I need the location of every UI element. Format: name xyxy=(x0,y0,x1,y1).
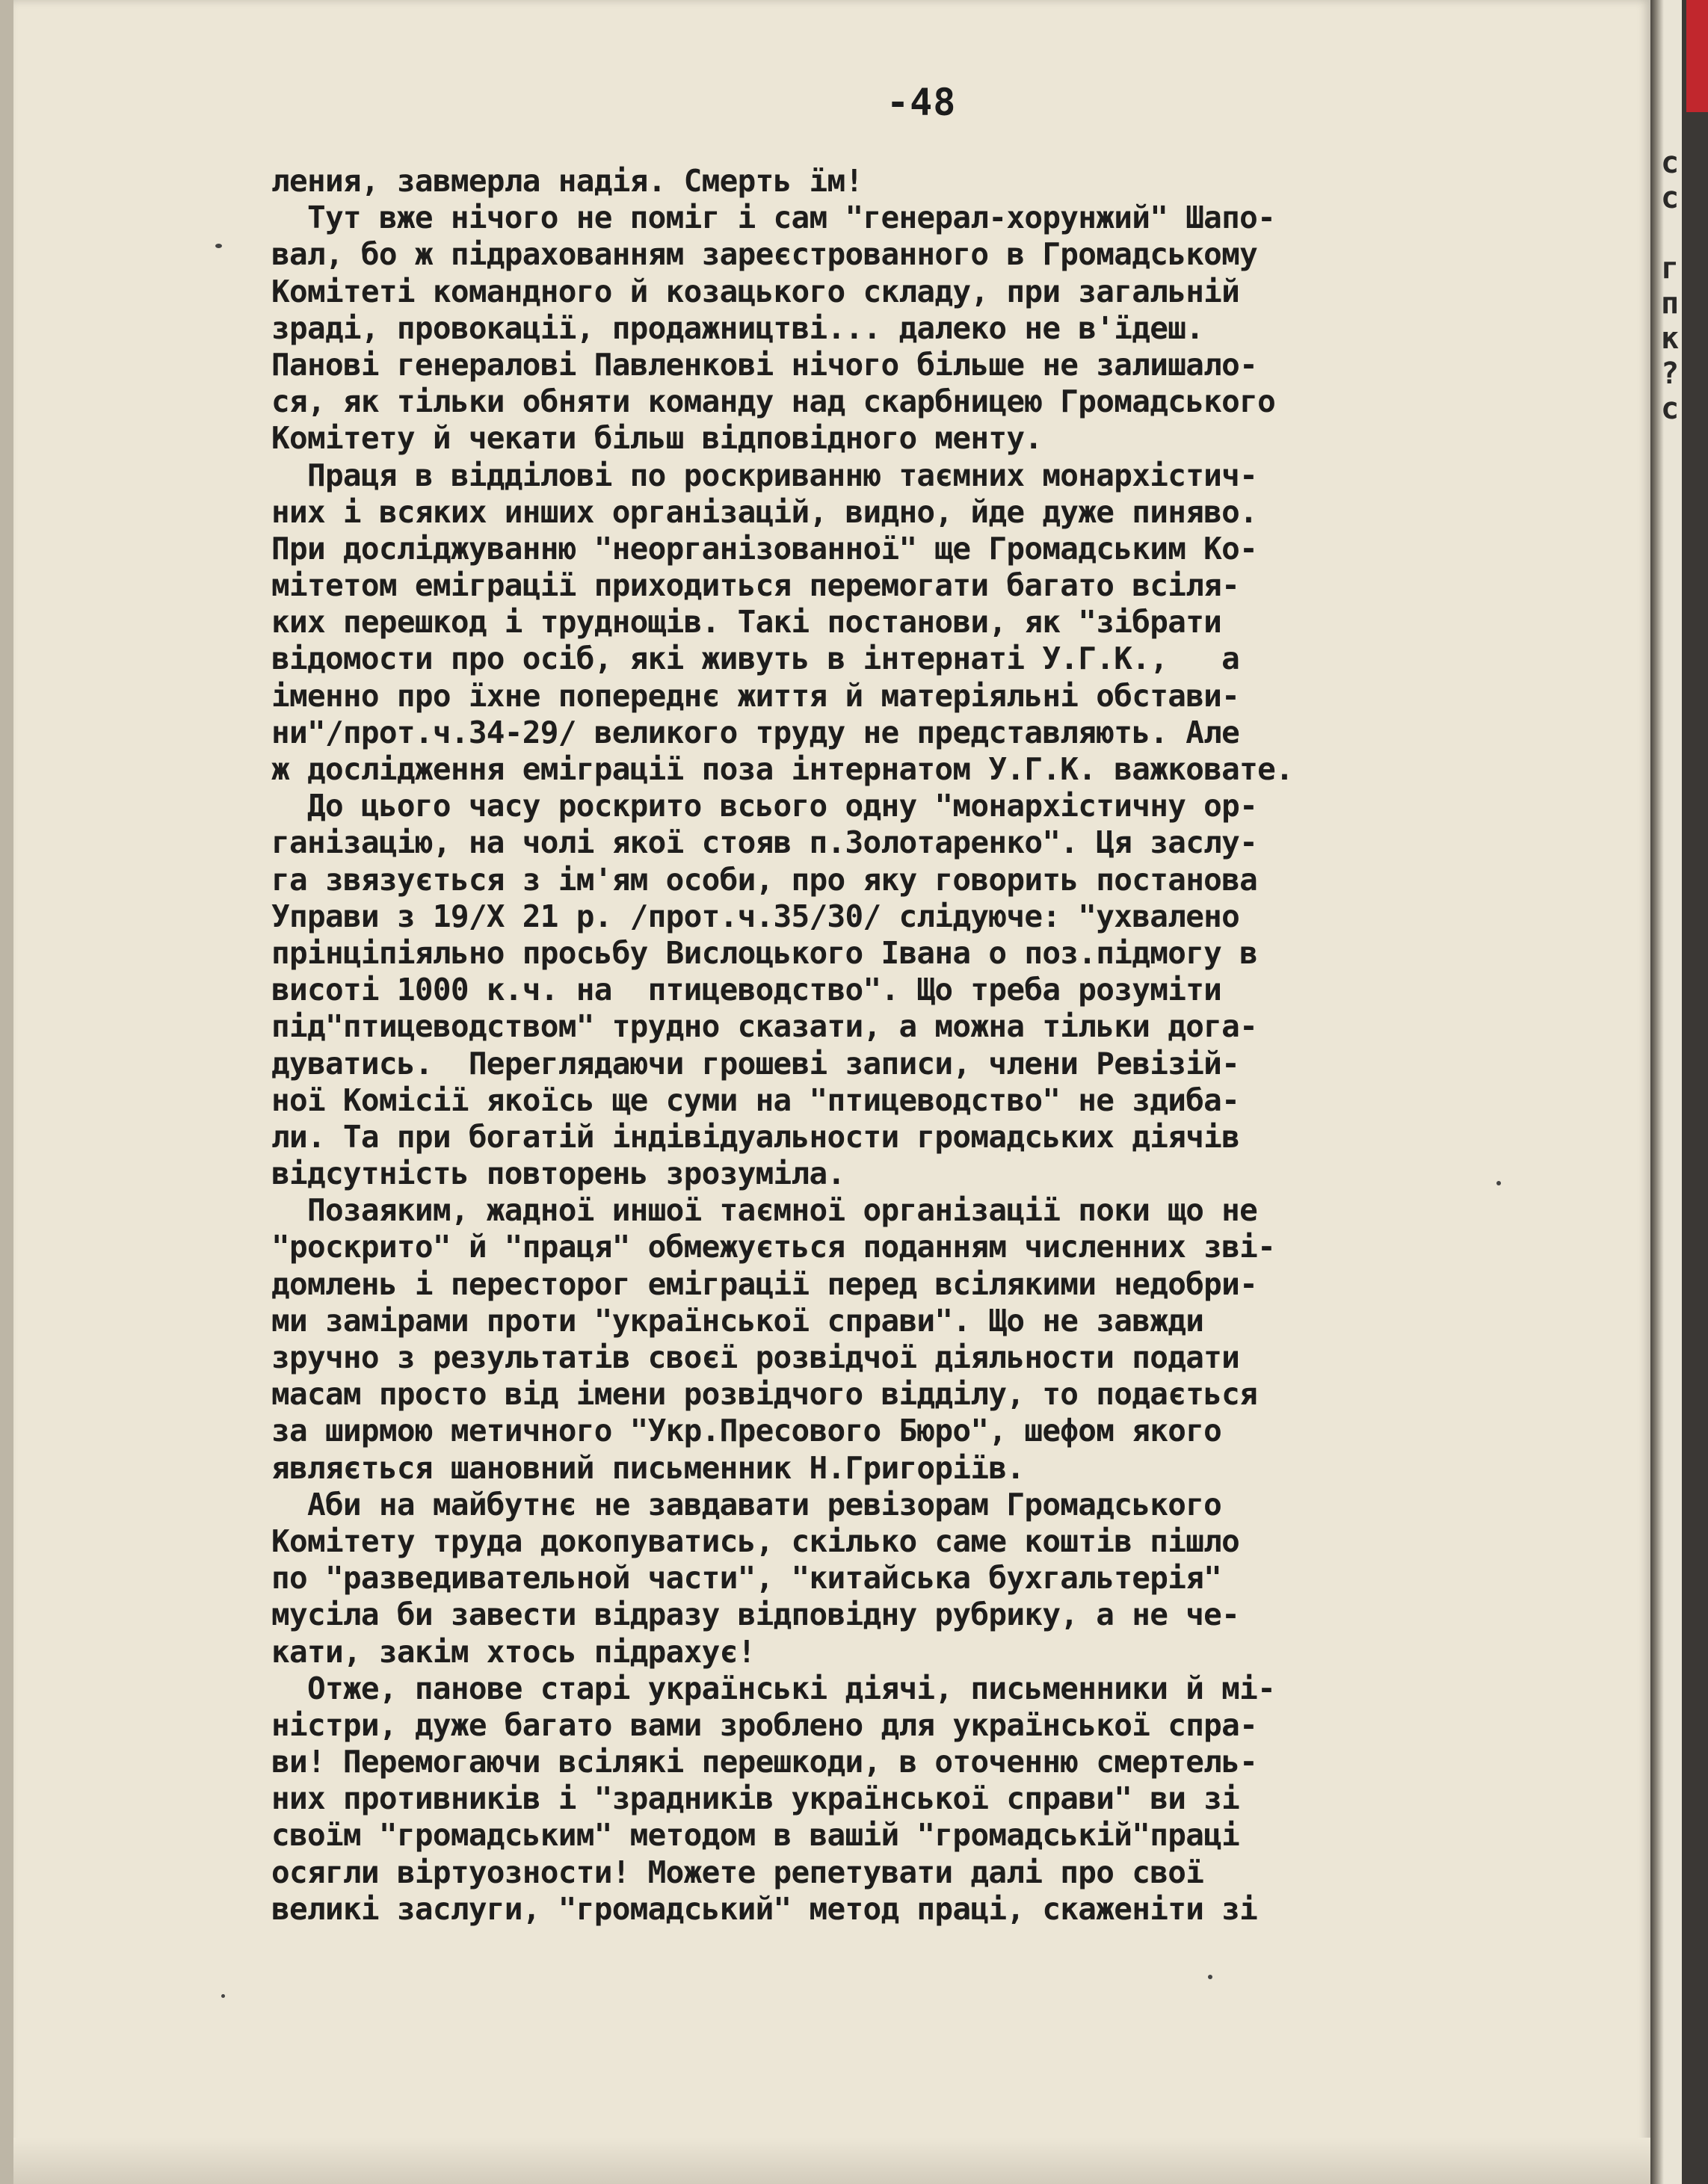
text-line: До цього часу роскрито всього одну "монархістичну ор- xyxy=(271,788,1258,824)
text-line: вал, бо ж підрахованням зареєстрованного в Громадському xyxy=(271,236,1258,273)
text-line: Праця в відділові по роскриванню таємних монархістич- xyxy=(271,457,1258,493)
document-page xyxy=(13,0,1650,2184)
margin-fragment xyxy=(1661,216,1679,251)
page-number: -48 xyxy=(887,81,957,124)
text-line: Комітету й чекати більш відповідного менту. xyxy=(271,420,1043,457)
ink-speck xyxy=(1496,1181,1501,1185)
ink-speck xyxy=(221,1994,225,1998)
text-line: масам просто від імени розвідчого відділу, то подається xyxy=(271,1376,1258,1413)
text-line: своїм "громадським" методом в вашій "громадській"праці xyxy=(271,1817,1240,1854)
text-line: зручно з результатів своєї розвідчої діяльности подати xyxy=(271,1339,1240,1375)
text-line: ли. Та при богатій індівідуальности громадських діячів xyxy=(271,1118,1240,1155)
ink-speck xyxy=(1208,1975,1212,1979)
text-line: ся, як тільки обняти команду над скарбницею Громадського xyxy=(271,383,1276,420)
red-bookmark-tab xyxy=(1686,0,1708,112)
text-line: Управи з 19/X 21 р. /прот.ч.35/30/ слідуюче: "ухвалено xyxy=(271,898,1240,934)
text-line: за ширмою метичного "Укр.Пресового Бюро", шефом якого xyxy=(271,1413,1222,1449)
text-line: ганізацію, на чолі якої стояв п.Золотаренко". Ця заслу- xyxy=(271,824,1258,861)
margin-fragment: с xyxy=(1661,146,1680,180)
text-line: га звязується з ім'ям особи, про яку говорить постанова xyxy=(271,861,1258,898)
text-line: висоті 1000 к.ч. на птицеводство". Що треба розуміти xyxy=(271,972,1222,1008)
text-line: відомости про осіб, які живуть в інтернаті У.Г.К., а xyxy=(271,641,1240,677)
text-line: зраді, провокації, продажництві... далеко не в'їдеш. xyxy=(271,309,1204,346)
text-line: іменно про їхне попереднє життя й матеріяльні обстави- xyxy=(271,677,1240,714)
margin-fragment: ? xyxy=(1661,357,1680,391)
text-line: під"птицеводством" трудно сказати, а можна тільки дога- xyxy=(271,1008,1258,1045)
text-line: відсутність повторень зрозуміла. xyxy=(271,1156,845,1192)
text-line: осягли віртуозности! Можете репетувати далі про свої xyxy=(271,1854,1204,1890)
margin-fragment: п xyxy=(1661,286,1680,321)
text-line: ления, завмерла надія. Смерть їм! xyxy=(271,163,863,199)
text-line: ми замірами проти "української справи". Що не завжди xyxy=(271,1302,1204,1339)
adjacent-page-fragments xyxy=(1661,146,1679,427)
document-text xyxy=(271,163,1632,1928)
text-line: "роскрито" й "праця" обмежується поданням численних зві- xyxy=(271,1229,1276,1265)
text-line: Панові генералові Павленкові нічого більше не залишало- xyxy=(271,346,1258,383)
page-bottom-shadow xyxy=(13,2138,1664,2184)
text-line: великі заслуги, "громадський" метод праці, скаженіти зі xyxy=(271,1890,1258,1927)
margin-fragment: г xyxy=(1661,251,1680,286)
text-line: ви! Перемогаючи всілякі перешкоди, в оточенню смертель- xyxy=(271,1744,1258,1780)
text-line: ж дослідження еміграції поза інтернатом У.Г.К. важковате. xyxy=(271,751,1294,787)
text-line: ної Комісії якоїсь ще суми на "птицеводство" не здиба- xyxy=(271,1082,1240,1118)
text-line: домлень і пересторог еміграції перед всілякими недобри- xyxy=(271,1265,1258,1302)
text-line: являється шановний письменник Н.Григоріїв. xyxy=(271,1449,1025,1486)
margin-fragment: с xyxy=(1661,392,1680,426)
text-line: них противників і "зрадників української справи" ви зі xyxy=(271,1780,1240,1817)
text-line: Отже, панове старі українські діячі, письменники й мі- xyxy=(271,1670,1276,1706)
margin-fragment: к xyxy=(1661,321,1680,356)
text-line: мітетом еміграції приходиться перемогати багато всіля- xyxy=(271,567,1240,604)
text-line: Комітету труда докопуватись, скілько саме коштів пішло xyxy=(271,1523,1240,1559)
text-line: ністри, дуже багато вами зроблено для української спра- xyxy=(271,1706,1258,1743)
text-line: мусіла би завести відразу відповідну рубрику, а не че- xyxy=(271,1597,1240,1633)
text-line: Тут вже нічого не поміг і сам "генерал-хорунжий" Шапо- xyxy=(271,200,1276,236)
text-line: кати, закім хтось підрахує! xyxy=(271,1633,756,1670)
margin-fragment: с xyxy=(1661,181,1680,215)
text-line: Аби на майбутнє не завдавати ревізорам Громадського xyxy=(271,1486,1222,1523)
text-line: них і всяких инших організацій, видно, йде дуже пиняво. xyxy=(271,493,1258,530)
text-line: ни"/прот.ч.34-29/ великого труду не представляють. Але xyxy=(271,714,1240,750)
text-line: Комітеті командного й козацького складу, при загальній xyxy=(271,273,1240,309)
text-line: дуватись. Переглядаючи грошеві записи, члени Ревізій- xyxy=(271,1045,1240,1082)
text-line: При досліджуванню "неорганізованної" ще Громадським Ко- xyxy=(271,530,1258,567)
book-edge xyxy=(1682,0,1708,2184)
text-line: ких перешкод і труднощів. Такі постанови, як "зібрати xyxy=(271,604,1222,641)
text-line: Позаяким, жадної иншої таємної організації поки що не xyxy=(271,1192,1258,1229)
text-line: прінціпіяльно просьбу Вислоцького Івана о поз.підмогу в xyxy=(271,934,1258,971)
ink-speck xyxy=(215,244,222,248)
text-line: по "разведивательной части", "китайська бухгальтерія" xyxy=(271,1560,1222,1597)
